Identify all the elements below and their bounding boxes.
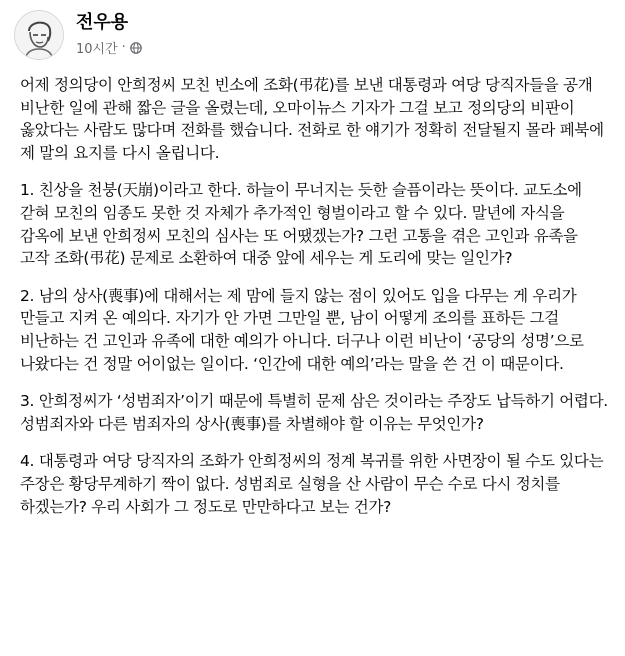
globe-icon[interactable]	[130, 42, 142, 54]
post-content	[20, 74, 610, 533]
post-paragraph-point-1: 1. 친상을 천붕(天崩)이라고 한다. 하늘이 무너지는 듯한 슬픔이라는 뜻이다. 교도소에 갇혀 모친의 임종도 못한 것 자체가 추가적인 형벌이라고 할 수 있다. 말년에 자식을 감옥에 보낸 안희정씨 모친의 심사는 또 어땠겠는가? 그런 고통을 겪은 고인과 유족을 고작 조화(弔花) 문제로 소환하여 대중 앞에 세우는 게 도리에 맞는 일인가?	[20, 181, 582, 268]
post-meta	[76, 12, 142, 57]
post-paragraph-intro: 어제 정의당이 안희정씨 모친 빈소에 조화(弔花)를 보낸 대통령과 여당 당직자들을 공개 비난한 일에 관해 짧은 글을 올렸는데, 오마이뉴스 기자가 그걸 보고 정의당의 비판이 옳았다는 사람도 많다며 전화를 했습니다. 전화로 한 얘기가 정확히 전달될지 몰라 페북에 제 말의 요지를 다시 올립니다.	[20, 76, 604, 162]
post-paragraph-point-3: 3. 안희정씨가 ‘성범죄자’이기 때문에 특별히 문제 삼은 것이라는 주장도 납득하기 어렵다. 성범죄자와 다른 범죄자의 상사(喪事)를 차별해야 할 이유는 무엇인가?	[20, 392, 608, 433]
post-timestamp[interactable]: 10시간	[76, 42, 118, 57]
avatar-portrait-icon	[15, 11, 63, 59]
post-paragraph-point-4: 4. 대통령과 여당 당직자의 조화가 안희정씨의 정계 복귀를 위한 사면장이 될 수도 있다는 주장은 황당무계하기 짝이 없다. 성범죄로 실형을 산 사람이 무슨 수로 다시 정치를 하겠는가? 우리 사회가 그 정도로 만만하다고 보는 건가?	[20, 452, 604, 516]
separator-dot: ·	[121, 40, 126, 55]
avatar[interactable]	[14, 10, 64, 60]
post-paragraph-point-2: 2. 남의 상사(喪事)에 대해서는 제 맘에 들지 않는 점이 있어도 입을 다무는 게 우리가 만들고 지켜 온 예의다. 자기가 안 가면 그만일 뿐, 남이 어떻게 조의를 표하든 그걸 비난하는 건 고인과 유족에 대한 예의가 아니다. 더구나 이런 비난이 ‘공당의 성명’으로 나왔다는 건 정말 어이없는 일이다. ‘인간에 대한 예의’라는 말을 쓴 건 이 때문이다.	[20, 286, 584, 373]
author-name[interactable]: 전우용	[76, 12, 129, 33]
post-header	[14, 10, 142, 66]
post-subline	[76, 38, 142, 57]
